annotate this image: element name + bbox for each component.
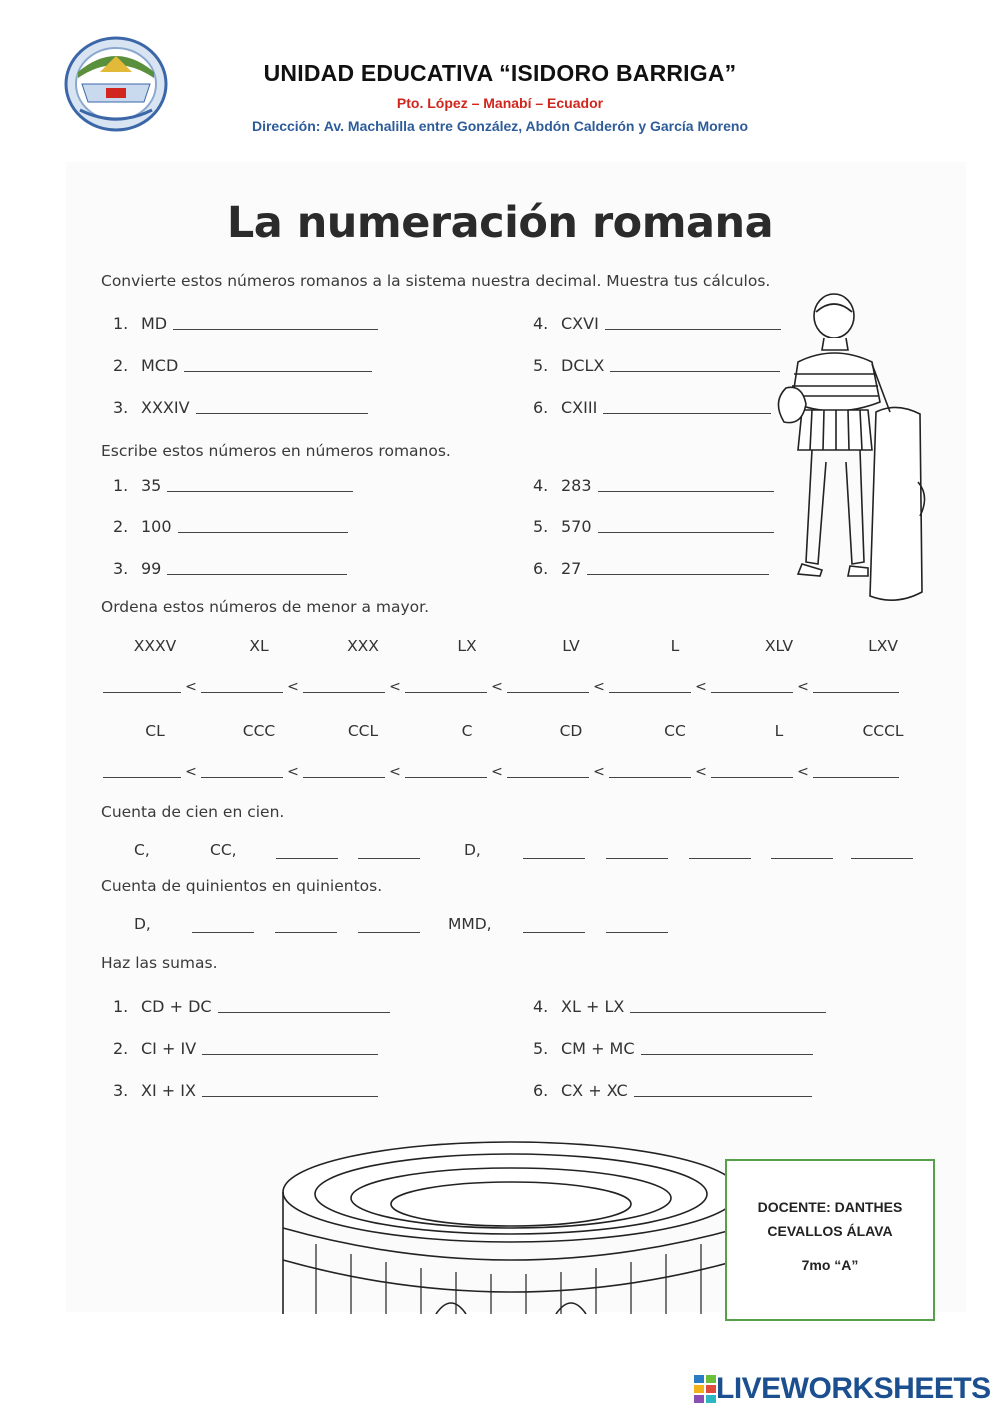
item-text: CD + DC <box>141 997 212 1016</box>
answer-blank[interactable] <box>192 931 254 933</box>
roman-value: CCC <box>242 722 276 740</box>
item-number: 4. <box>533 476 549 495</box>
brand-name: LIVEWORKSHEETS <box>716 1372 991 1405</box>
answer-blank[interactable] <box>587 573 769 575</box>
sequence-d: D, <box>134 915 151 933</box>
answer-blank[interactable] <box>167 490 353 492</box>
answer-blank[interactable] <box>813 765 899 778</box>
school-address: Dirección: Av. Machalilla entre González, Abdón Calderón y García Moreno <box>251 118 749 134</box>
answer-blank[interactable] <box>598 490 774 492</box>
sequence-cc: CC, <box>210 841 237 859</box>
section1-item-4 <box>533 314 781 333</box>
sequence-mmd: MMD, <box>448 915 492 933</box>
item-number: 2. <box>113 517 129 536</box>
answer-blank[interactable] <box>178 531 348 533</box>
section1-item-5 <box>533 356 780 375</box>
section5-instruction: Cuenta de quinientos en quinientos. <box>101 877 383 895</box>
item-text: 283 <box>561 476 592 495</box>
answer-blank[interactable] <box>184 370 372 372</box>
order-row-2-slots <box>103 765 899 778</box>
answer-blank[interactable] <box>303 765 385 778</box>
teacher-info-box <box>725 1159 935 1321</box>
item-text: 100 <box>141 517 172 536</box>
less-than: < <box>695 764 707 780</box>
answer-blank[interactable] <box>358 857 420 859</box>
school-location: Pto. López – Manabí – Ecuador <box>396 95 604 111</box>
section6-item-5 <box>533 1039 813 1058</box>
item-text: XI + IX <box>141 1081 196 1100</box>
less-than: < <box>389 679 401 695</box>
answer-blank[interactable] <box>196 412 368 414</box>
answer-blank[interactable] <box>711 765 793 778</box>
answer-blank[interactable] <box>851 857 913 859</box>
answer-blank[interactable] <box>405 680 487 693</box>
answer-blank[interactable] <box>167 573 347 575</box>
less-than: < <box>695 679 707 695</box>
section2-item-6 <box>533 559 769 578</box>
sequence-c: C, <box>134 841 150 859</box>
item-text: DCLX <box>561 356 605 375</box>
section1-item-3 <box>113 398 368 417</box>
less-than: < <box>593 679 605 695</box>
item-text: XL + LX <box>561 997 625 1016</box>
roman-value: XXX <box>347 637 379 655</box>
item-number: 6. <box>533 559 549 578</box>
answer-blank[interactable] <box>201 765 283 778</box>
item-text: CXIII <box>561 398 598 417</box>
roman-value: XXXV <box>133 637 177 655</box>
item-text: 35 <box>141 476 162 495</box>
item-number: 2. <box>113 356 129 375</box>
answer-blank[interactable] <box>609 765 691 778</box>
order-row-1-slots <box>103 680 899 693</box>
section2-item-2 <box>113 517 348 536</box>
answer-blank[interactable] <box>609 680 691 693</box>
answer-blank[interactable] <box>275 931 337 933</box>
answer-blank[interactable] <box>598 531 774 533</box>
roman-value: CD <box>559 722 583 740</box>
answer-blank[interactable] <box>610 370 780 372</box>
item-number: 6. <box>533 1081 549 1100</box>
roman-value: CCL <box>347 722 379 740</box>
section1-item-1 <box>113 314 378 333</box>
order-row-1-values <box>103 637 935 655</box>
roman-value: XLV <box>764 637 794 655</box>
roman-value: L <box>670 637 680 655</box>
answer-blank[interactable] <box>507 765 589 778</box>
section2-item-3 <box>113 559 347 578</box>
item-text: MCD <box>141 356 179 375</box>
less-than: < <box>491 679 503 695</box>
liveworksheets-icon <box>694 1375 716 1403</box>
item-text: CI + IV <box>141 1039 197 1058</box>
section1-instruction: Convierte estos números romanos a la sistema nuestra decimal. Muestra tus cálculos. <box>101 272 771 290</box>
item-text: 570 <box>561 517 592 536</box>
item-number: 2. <box>113 1039 129 1058</box>
less-than: < <box>287 764 299 780</box>
item-number: 5. <box>533 517 549 536</box>
item-number: 3. <box>113 559 129 578</box>
item-number: 3. <box>113 1081 129 1100</box>
item-number: 4. <box>533 314 549 333</box>
roman-value: LV <box>562 637 580 655</box>
answer-blank[interactable] <box>606 857 668 859</box>
worksheet-title: La numeración romana <box>226 198 774 248</box>
roman-value: XL <box>249 637 269 655</box>
item-text: CX + XC <box>561 1081 628 1100</box>
item-text: CXVI <box>561 314 599 333</box>
answer-blank[interactable] <box>813 680 899 693</box>
item-text: MD <box>141 314 168 333</box>
section4-instruction: Cuenta de cien en cien. <box>101 803 285 821</box>
answer-blank[interactable] <box>202 1053 378 1055</box>
teacher-name-line2: CEVALLOS ÁLAVA <box>767 1223 893 1239</box>
roman-value: CL <box>145 722 165 740</box>
brand-logo <box>694 1372 991 1406</box>
answer-blank[interactable] <box>603 412 771 414</box>
section1-item-2 <box>113 356 372 375</box>
less-than: < <box>287 679 299 695</box>
less-than: < <box>797 679 809 695</box>
section6-item-6 <box>533 1081 812 1100</box>
answer-blank[interactable] <box>218 1011 390 1013</box>
answer-blank[interactable] <box>711 680 793 693</box>
less-than: < <box>185 764 197 780</box>
answer-blank[interactable] <box>173 328 378 330</box>
item-number: 4. <box>533 997 549 1016</box>
section2-item-5 <box>533 517 774 536</box>
section1-item-6 <box>533 398 771 417</box>
answer-blank[interactable] <box>771 857 833 859</box>
colosseum-icon <box>276 1132 746 1314</box>
less-than: < <box>389 764 401 780</box>
item-number: 1. <box>113 314 129 333</box>
answer-blank[interactable] <box>689 857 751 859</box>
section6-item-2 <box>113 1039 378 1058</box>
answer-blank[interactable] <box>202 1095 378 1097</box>
item-text: 99 <box>141 559 162 578</box>
teacher-name-line1: DOCENTE: DANTHES <box>757 1199 903 1215</box>
less-than: < <box>593 764 605 780</box>
section6-instruction: Haz las sumas. <box>101 954 218 972</box>
item-number: 5. <box>533 356 549 375</box>
school-name: UNIDAD EDUCATIVA “ISIDORO BARRIGA” <box>263 60 737 86</box>
item-number: 1. <box>113 997 129 1016</box>
less-than: < <box>185 679 197 695</box>
roman-value: L <box>774 722 784 740</box>
section6-item-1 <box>113 997 390 1016</box>
roman-value: CCCL <box>862 722 904 740</box>
roman-soldier-icon <box>772 292 932 604</box>
item-number: 1. <box>113 476 129 495</box>
answer-blank[interactable] <box>634 1095 812 1097</box>
section6-item-3 <box>113 1081 378 1100</box>
answer-blank[interactable] <box>523 857 585 859</box>
answer-blank[interactable] <box>201 680 283 693</box>
sequence-d: D, <box>464 841 481 859</box>
item-text: CM + MC <box>561 1039 635 1058</box>
section3-instruction: Ordena estos números de menor a mayor. <box>101 598 429 616</box>
section6-item-4 <box>533 997 826 1016</box>
answer-blank[interactable] <box>641 1053 813 1055</box>
answer-blank[interactable] <box>358 931 420 933</box>
item-number: 5. <box>533 1039 549 1058</box>
answer-blank[interactable] <box>103 765 181 778</box>
less-than: < <box>491 764 503 780</box>
order-row-2-values <box>103 722 935 740</box>
roman-value: LXV <box>868 637 898 655</box>
roman-value: C <box>461 722 473 740</box>
section2-item-1 <box>113 476 353 495</box>
answer-blank[interactable] <box>405 765 487 778</box>
answer-blank[interactable] <box>523 931 585 933</box>
item-text: XXXIV <box>141 398 190 417</box>
answer-blank[interactable] <box>507 680 589 693</box>
section2-instruction: Escribe estos números en números romanos. <box>101 442 451 460</box>
answer-blank[interactable] <box>303 680 385 693</box>
item-text: 27 <box>561 559 582 578</box>
answer-blank[interactable] <box>606 931 668 933</box>
less-than: < <box>797 764 809 780</box>
answer-blank[interactable] <box>605 328 781 330</box>
answer-blank[interactable] <box>276 857 338 859</box>
grade-label: 7mo “A” <box>801 1257 859 1273</box>
roman-value: CC <box>664 722 686 740</box>
section2-item-4 <box>533 476 774 495</box>
answer-blank[interactable] <box>103 680 181 693</box>
roman-value: LX <box>457 637 477 655</box>
item-number: 6. <box>533 398 549 417</box>
answer-blank[interactable] <box>630 1011 826 1013</box>
item-number: 3. <box>113 398 129 417</box>
